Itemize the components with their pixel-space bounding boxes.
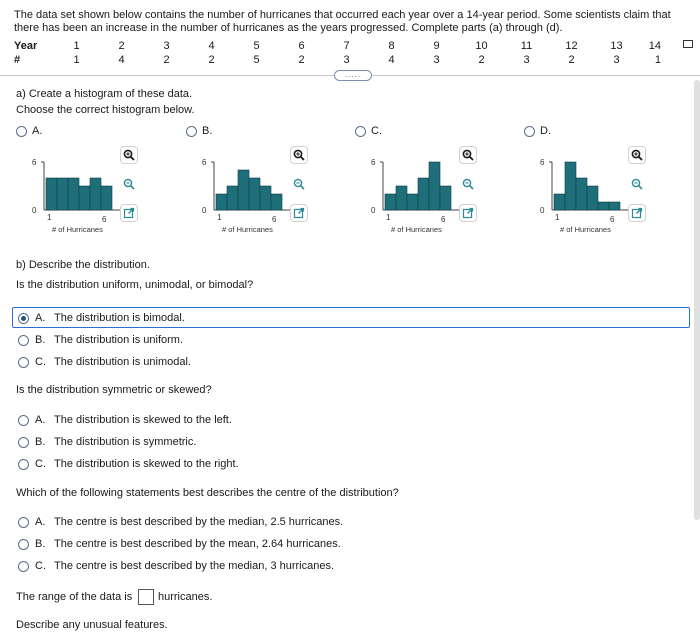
count-cell: 3 <box>523 54 530 66</box>
hurricane-data-table <box>14 39 661 67</box>
histogram-option-radio[interactable] <box>355 126 366 137</box>
histogram-option-letter: D. <box>540 125 551 137</box>
histogram-chart <box>532 150 642 240</box>
histogram-bar <box>609 202 620 210</box>
histogram-chart <box>24 150 134 240</box>
histogram-option-radio[interactable] <box>16 126 27 137</box>
histogram-bar <box>101 186 112 210</box>
answer-letter: A. <box>35 516 46 528</box>
answer-radio[interactable] <box>18 459 29 470</box>
histogram-bar <box>68 178 79 210</box>
histogram-chart <box>194 150 304 240</box>
popout-icon[interactable] <box>683 40 693 48</box>
year-cell: 14 <box>648 40 661 52</box>
histogram-bar <box>238 170 249 210</box>
zoom-out-icon[interactable] <box>459 175 477 193</box>
histogram-bar <box>57 178 68 210</box>
answer-letter: A. <box>35 414 46 426</box>
count-cell: 1 <box>73 54 80 66</box>
x-tick-label-left: 1 <box>555 213 560 222</box>
y-tick-label-bottom: 0 <box>540 206 545 215</box>
histogram-option-letter: A. <box>32 125 43 137</box>
open-external-icon[interactable] <box>628 204 646 222</box>
histogram-bar <box>576 178 587 210</box>
answer-letter: C. <box>35 356 46 368</box>
unusual-features-prompt: Describe any unusual features. <box>16 619 168 631</box>
histogram-bar <box>598 202 609 210</box>
histogram-bar <box>227 186 238 210</box>
year-cell: 4 <box>208 40 215 52</box>
count-cell: 2 <box>298 54 305 66</box>
year-cell: 6 <box>298 40 305 52</box>
question-centre: Which of the following statements best describes the centre of the distribution? <box>16 487 399 499</box>
y-tick-label-top: 6 <box>202 158 207 167</box>
histogram-bar <box>587 186 598 210</box>
x-tick-label-right: 6 <box>102 215 107 224</box>
x-tick-label-left: 1 <box>217 213 222 222</box>
x-tick-label-right: 6 <box>441 215 446 224</box>
histogram-bar <box>385 194 396 210</box>
part-b-prompt: b) Describe the distribution. <box>16 259 150 271</box>
histogram-bar <box>396 186 407 210</box>
histogram-bar <box>271 194 282 210</box>
answer-radio[interactable] <box>18 561 29 572</box>
open-external-icon[interactable] <box>459 204 477 222</box>
x-axis-label: # of Hurricanes <box>391 225 442 234</box>
scrollbar[interactable] <box>694 80 700 520</box>
expand-dots-button[interactable]: ..... <box>334 70 372 81</box>
count-cell: 2 <box>478 54 485 66</box>
zoom-in-icon[interactable] <box>628 146 646 164</box>
y-tick-label-top: 6 <box>32 158 37 167</box>
year-cell: 13 <box>610 40 623 52</box>
answer-letter: B. <box>35 538 46 550</box>
histogram-bar <box>565 162 576 210</box>
histogram-bar <box>407 194 418 210</box>
histogram-bar <box>260 186 271 210</box>
histogram-option-letter: B. <box>202 125 213 137</box>
year-cell: 7 <box>343 40 350 52</box>
question-symmetry: Is the distribution symmetric or skewed? <box>16 384 212 396</box>
histogram-bar <box>79 186 90 210</box>
part-a-prompt: a) Create a histogram of these data. <box>16 88 193 100</box>
y-tick-label-bottom: 0 <box>202 206 207 215</box>
answer-radio[interactable] <box>18 335 29 346</box>
part-a-choose: Choose the correct histogram below. <box>16 104 195 116</box>
x-tick-label-right: 6 <box>610 215 615 224</box>
count-header: # <box>14 54 21 66</box>
answer-radio[interactable] <box>18 539 29 550</box>
count-cell: 1 <box>654 54 661 66</box>
answer-letter: A. <box>35 312 46 324</box>
histogram-bar <box>418 178 429 210</box>
y-tick-label-bottom: 0 <box>32 206 37 215</box>
answer-radio[interactable] <box>18 415 29 426</box>
answer-radio[interactable] <box>18 313 29 324</box>
range-prefix: The range of the data is <box>16 591 133 603</box>
year-cell: 3 <box>163 40 170 52</box>
count-cell: 4 <box>118 54 125 66</box>
histogram-bar <box>554 194 565 210</box>
histogram-bar <box>440 186 451 210</box>
y-tick-label-top: 6 <box>371 158 376 167</box>
histogram-option-radio[interactable] <box>186 126 197 137</box>
year-cell: 2 <box>118 40 125 52</box>
x-axis-label: # of Hurricanes <box>560 225 611 234</box>
year-cell: 11 <box>520 40 533 52</box>
answer-text[interactable]: The distribution is skewed to the right. <box>54 458 239 470</box>
answer-letter: C. <box>35 560 46 572</box>
histogram-bar <box>249 178 260 210</box>
year-cell: 1 <box>73 40 80 52</box>
x-axis-label: # of Hurricanes <box>222 225 273 234</box>
zoom-in-icon[interactable] <box>290 146 308 164</box>
year-row <box>14 39 661 53</box>
y-tick-label-top: 6 <box>540 158 545 167</box>
open-external-icon[interactable] <box>290 204 308 222</box>
question-modality: Is the distribution uniform, unimodal, or bimodal? <box>16 279 254 291</box>
answer-radio[interactable] <box>18 437 29 448</box>
year-cell: 10 <box>475 40 488 52</box>
histogram-option-letter: C. <box>371 125 382 137</box>
x-axis-label: # of Hurricanes <box>52 225 103 234</box>
answer-text[interactable]: The centre is best described by the median, 3 hurricanes. <box>54 560 335 572</box>
count-cell: 2 <box>163 54 170 66</box>
zoom-out-icon[interactable] <box>628 175 646 193</box>
count-cell: 2 <box>208 54 215 66</box>
answer-text[interactable]: The distribution is unimodal. <box>54 356 191 368</box>
year-header: Year <box>14 40 38 52</box>
histogram-bar <box>46 178 57 210</box>
y-tick-label-bottom: 0 <box>371 206 376 215</box>
answer-text[interactable]: The distribution is symmetric. <box>54 436 197 448</box>
answer-radio[interactable] <box>18 357 29 368</box>
count-cell: 3 <box>433 54 440 66</box>
answer-text[interactable]: The centre is best described by the mean, 2.64 hurricanes. <box>54 538 341 550</box>
x-tick-label-right: 6 <box>272 215 277 224</box>
histogram-bar <box>216 194 227 210</box>
histogram-option-radio[interactable] <box>524 126 535 137</box>
histogram-bar <box>429 162 440 210</box>
answer-letter: B. <box>35 334 46 346</box>
count-row <box>14 53 661 67</box>
zoom-in-icon[interactable] <box>120 146 138 164</box>
year-cell: 12 <box>565 40 578 52</box>
year-cell: 8 <box>388 40 395 52</box>
year-cell: 5 <box>253 40 260 52</box>
answer-letter: C. <box>35 458 46 470</box>
answer-text[interactable]: The distribution is skewed to the left. <box>54 414 232 426</box>
zoom-out-icon[interactable] <box>290 175 308 193</box>
count-cell: 5 <box>253 54 260 66</box>
answer-text[interactable]: The centre is best described by the median, 2.5 hurricanes. <box>54 516 344 528</box>
histogram-chart <box>363 150 473 240</box>
answer-radio[interactable] <box>18 517 29 528</box>
zoom-out-icon[interactable] <box>120 175 138 193</box>
count-cell: 4 <box>388 54 395 66</box>
answer-text[interactable]: The distribution is bimodal. <box>54 312 185 324</box>
count-cell: 3 <box>613 54 620 66</box>
range-suffix: hurricanes. <box>158 591 213 603</box>
x-tick-label-left: 1 <box>47 213 52 222</box>
answer-letter: B. <box>35 436 46 448</box>
answer-text[interactable]: The distribution is uniform. <box>54 334 183 346</box>
count-cell: 2 <box>568 54 575 66</box>
open-external-icon[interactable] <box>120 204 138 222</box>
range-input[interactable] <box>138 589 154 605</box>
problem-intro: The data set shown below contains the number of hurricanes that occurred each year over a 14-year period. Some scientists claim that there has been an increase in the number of hurricanes as the years progressed. Complete parts (a) through (d). <box>14 9 671 34</box>
x-tick-label-left: 1 <box>386 213 391 222</box>
histogram-bar <box>90 178 101 210</box>
count-cell: 3 <box>343 54 350 66</box>
zoom-in-icon[interactable] <box>459 146 477 164</box>
year-cell: 9 <box>433 40 440 52</box>
